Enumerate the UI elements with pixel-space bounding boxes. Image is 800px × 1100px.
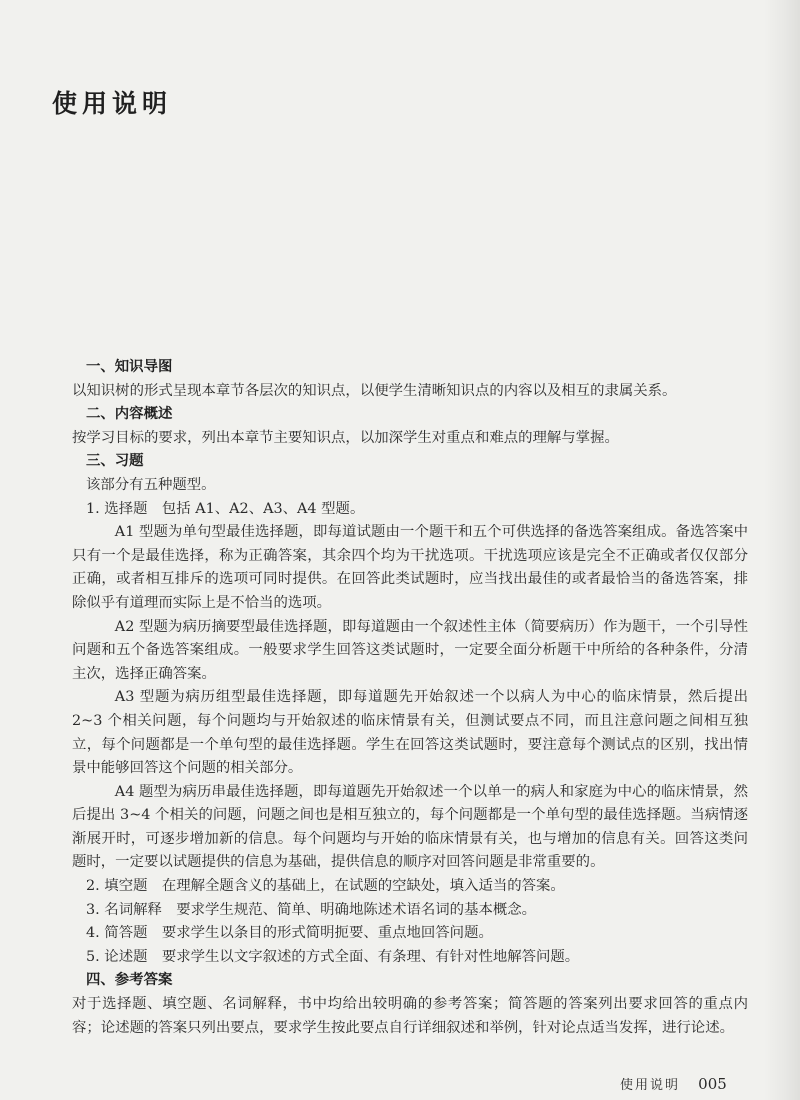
- instructions-body: [72, 356, 748, 1040]
- exercise-item-short-answer: 4. 简答题 要求学生以条目的形式简明扼要、重点地回答问题。: [86, 925, 493, 942]
- paragraph-a4-type: A4 题型为病历串最佳选择题，即每道题先开始叙述一个以单一的病人和家庭为中心的临床情景，然后提出 3~4 个相关的问题，问题之间也是相互独立的，每个问题都是一个单句型的最佳选择题。当病情逐渐展开时，可逐步增加新的信息。每个问题均与开始的临床情景有关，也与增加的信息有关。回答这类问题时，一定要以试题提供的信息为基础，提供信息的顺序对回答问题是非常重要的。: [72, 783, 748, 871]
- exercise-item-fill-in-blank: 2. 填空题 在理解全题含义的基础上，在试题的空缺处，填入适当的答案。: [86, 878, 565, 895]
- exercise-item-multiple-choice: 1. 选择题 包括 A1、A2、A3、A4 型题。: [86, 500, 365, 517]
- section-text-reference-answers: 对于选择题、填空题、名词解释，书中均给出较明确的参考答案；简答题的答案列出要求回答的重点内容；论述题的答案只列出要点，要求学生按此要点自行详细叙述和举例，针对论点适当发挥，进行论述。: [72, 996, 748, 1036]
- exercises-intro: 该部分有五种题型。: [86, 476, 216, 493]
- section-heading-content-overview: 二、内容概述: [86, 406, 173, 423]
- exercise-item-term-definition: 3. 名词解释 要求学生规范、简单、明确地陈述术语名词的基本概念。: [86, 901, 537, 918]
- section-text-knowledge-map: 以知识树的形式呈现本章节各层次的知识点，以便学生清晰知识点的内容以及相互的隶属关系。: [72, 382, 677, 399]
- page-footer: [620, 1074, 727, 1093]
- exercise-item-essay: 5. 论述题 要求学生以文字叙述的方式全面、有条理、有针对性地解答问题。: [86, 948, 580, 965]
- page-spine-shadow: [764, 0, 800, 1100]
- section-heading-reference-answers: 四、参考答案: [86, 972, 173, 989]
- page-title: 使用说明: [52, 89, 173, 118]
- page-number: 005: [698, 1075, 727, 1093]
- paragraph-a2-type: A2 型题为病历摘要型最佳选择题，即每道题由一个叙述性主体（简要病历）作为题干，一个引导性问题和五个备选答案组成。一般要求学生回答这类试题时，一定要全面分析题干中所给的各种条件，分清主次，选择正确答案。: [72, 618, 748, 682]
- section-heading-exercises: 三、习题: [86, 453, 144, 470]
- paragraph-a3-type: A3 型题为病历组型最佳选择题，即每道题先开始叙述一个以病人为中心的临床情景，然后提出 2~3 个相关问题，每个问题均与开始叙述的临床情景有关，但测试要点不同，而且注意问题之间相互独立，每个问题都是一个单句型的最佳选择题。学生在回答这类试题时，要注意每个测试点的区别，找出情景中能够回答这个问题的相关部分。: [72, 689, 748, 777]
- paragraph-a1-type: A1 型题为单句型最佳选择题，即每道试题由一个题干和五个可供选择的备选答案组成。备选答案中只有一个是最佳选择，称为正确答案，其余四个均为干扰选项。干扰选项应该是完全不正确或者仅仅部分正确，或者相互排斥的选项可同时提供。在回答此类试题时，应当找出最佳的或者最恰当的备选答案，排除似乎有道理而实际上是不恰当的选项。: [72, 524, 748, 611]
- running-head: 使用说明: [620, 1078, 681, 1093]
- section-heading-knowledge-map: 一、知识导图: [86, 359, 173, 375]
- section-text-content-overview: 按学习目标的要求，列出本章节主要知识点，以加深学生对重点和难点的理解与掌握。: [72, 429, 619, 446]
